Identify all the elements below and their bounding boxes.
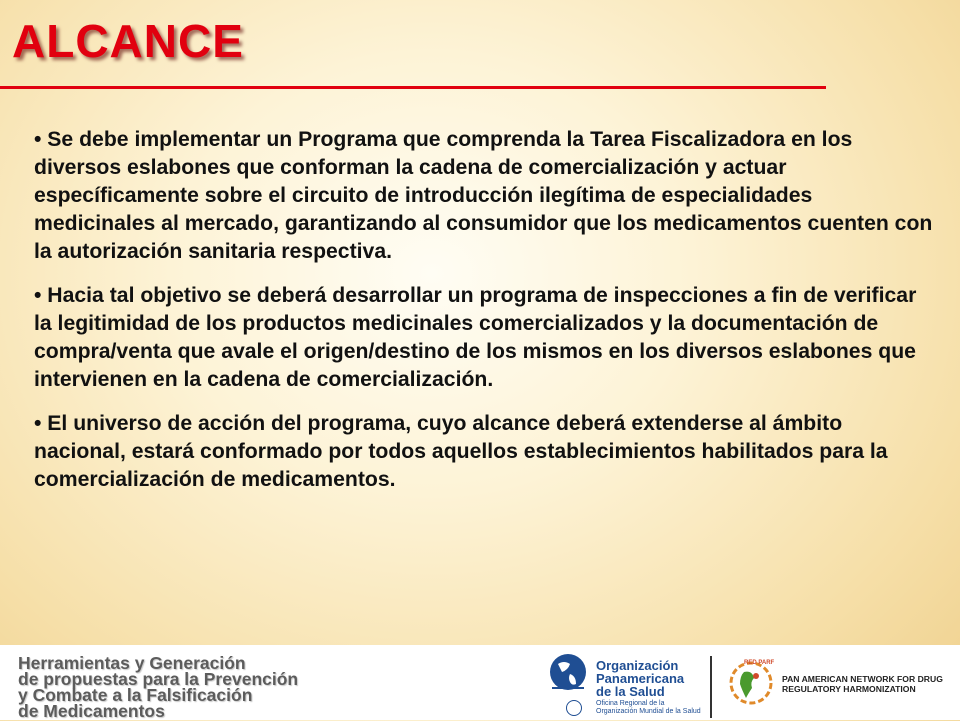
project-name-line: de Medicamentos [18,701,165,721]
ops-subtitle [596,700,701,716]
bullet-paragraph: • Hacia tal objetivo se deberá desarrollar un programa de inspecciones a fin de verificar la legitimidad de los productos medicinales comercializados y la documentación de compra/venta que avale el origen/destino de los mismos en los diversos eslabones que intervienen en la cadena de comercialización. [34,284,917,391]
ops-subtitle-line: Oficina Regional de la [596,700,665,707]
project-name-line: de propuestas para la Prevención [18,669,299,689]
ops-globe-logo [548,652,588,698]
project-name-line: y Combate a la Falsificación [18,685,253,705]
ops-subtitle-line: Organización Mundial de la Salud [596,708,701,715]
who-emblem-icon [566,700,582,716]
ops-name-line: Panamericana [596,671,685,686]
bullet-paragraph: • El universo de acción del programa, cuyo alcance deberá extenderse al ámbito nacional, estará conformado por todos aquellos establecimientos habilitados para la comercialización de medicamentos. [34,412,888,491]
logo-divider [710,656,712,718]
ops-name [596,659,684,698]
panam-line: PAN AMERICAN NETWORK FOR DRUG [782,674,943,684]
slide-body [34,126,934,510]
ops-name-line: de la Salud [596,684,665,699]
project-name [18,655,318,719]
red-parf-arc-text: RED PARF [744,660,775,666]
panam-line: REGULATORY HARMONIZATION [782,684,916,694]
project-name-line: Herramientas y Generación [18,653,246,673]
bullet-paragraph: • Se debe implementar un Programa que comprenda la Tarea Fiscalizadora en los diversos eslabones que conforman la cadena de comercialización y actuar específicamente sobre el circuito de introducción ilegítima de especialidades medicinales al mercado, garantizando al consumidor que los medicamentos cuenten con la autorización sanitaria respectiva. [34,128,933,263]
red-parf-logo [728,660,774,706]
ops-name-line: Organización [596,658,679,673]
slide-title: ALCANCE [12,15,244,67]
title-underline [0,86,826,89]
panam-network-name [782,674,943,694]
